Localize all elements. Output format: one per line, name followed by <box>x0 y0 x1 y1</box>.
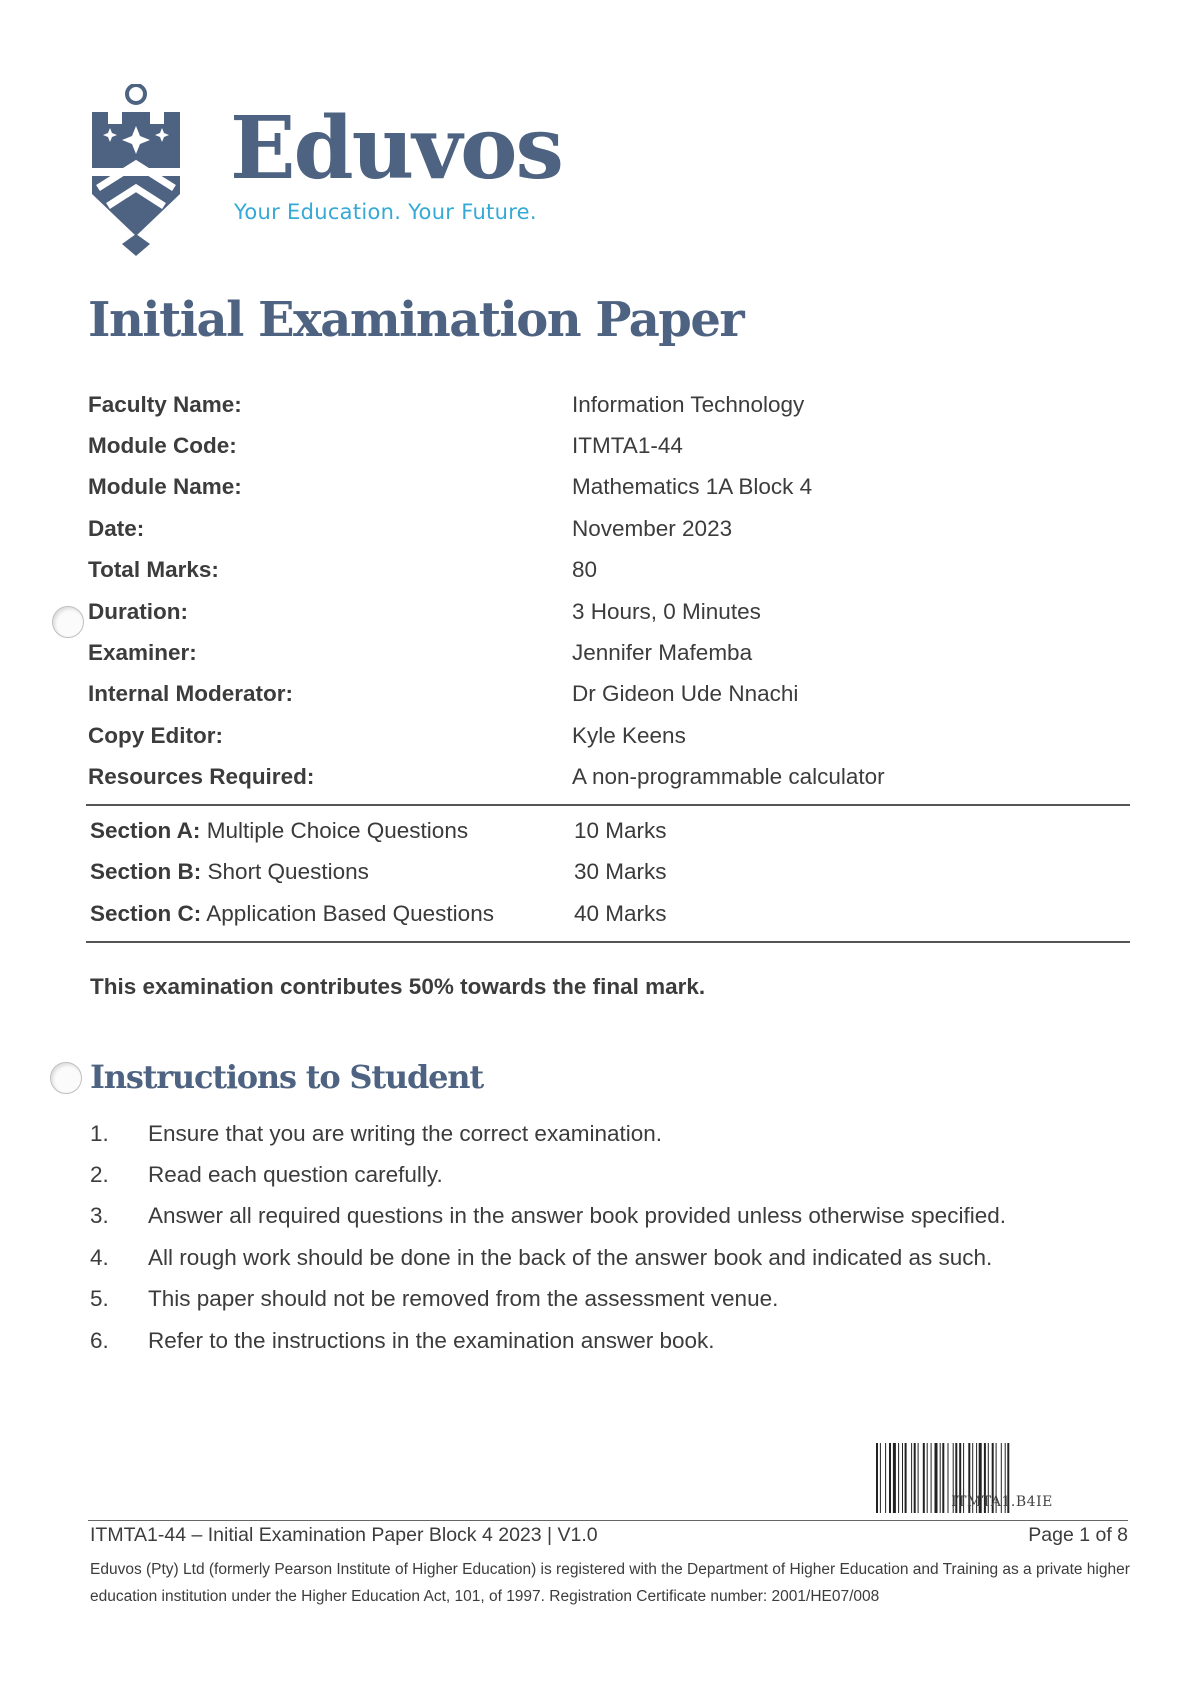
info-row-duration <box>88 591 1128 632</box>
list-item <box>90 1154 1150 1195</box>
shield-crest-icon <box>88 84 198 260</box>
footer-registration-note: Eduvos (Pty) Ltd (formerly Pearson Institute of Higher Education) is registered with the Department of Higher Education and Training as a private higher education institution under the Higher Education Act, 101, of 1997. Registration Certificate number: 2001/HE07/008 <box>90 1561 1130 1605</box>
section-marks-table <box>86 804 1130 943</box>
info-value: 3 Hours, 0 Minutes <box>572 598 761 624</box>
section-name <box>90 859 574 885</box>
section-row-b <box>86 852 1130 894</box>
list-item <box>90 1320 1150 1361</box>
info-label: Resources Required: <box>88 764 315 790</box>
instructions-list <box>90 1113 1150 1361</box>
info-row-moderator <box>88 674 1128 715</box>
page-title: Initial Examination Paper <box>88 292 744 348</box>
info-value: Jennifer Mafemba <box>572 640 753 666</box>
item-number: 4. <box>90 1244 109 1270</box>
info-label: Date: <box>88 515 145 541</box>
list-item <box>90 1237 1150 1278</box>
footer-document-id: ITMTA1-44 – Initial Examination Paper Block 4 2023 | V1.0 <box>90 1524 598 1546</box>
item-number: 5. <box>90 1286 109 1312</box>
section-label: Section B: <box>90 859 202 885</box>
item-text: Read each question carefully. <box>148 1162 443 1188</box>
info-label: Internal Moderator: <box>88 681 294 707</box>
contribution-note: This examination contributes 50% towards the final mark. <box>90 974 706 999</box>
info-row-examiner <box>88 632 1128 673</box>
footer-page-number: Page 1 of 8 <box>1028 1524 1128 1546</box>
item-text: This paper should not be removed from the assessment venue. <box>148 1286 779 1312</box>
info-row-resources <box>88 757 1128 798</box>
info-label: Module Name: <box>88 474 242 500</box>
info-value: Dr Gideon Ude Nnachi <box>572 681 799 707</box>
list-item <box>90 1113 1150 1154</box>
info-row-faculty <box>88 384 1128 425</box>
item-text: Refer to the instructions in the examination answer book. <box>148 1327 715 1353</box>
section-title: Short Questions <box>207 859 369 885</box>
info-label: Copy Editor: <box>88 722 223 748</box>
section-label: Section A: <box>90 817 201 843</box>
item-number: 1. <box>90 1120 109 1146</box>
info-row-copy-editor <box>88 715 1128 756</box>
item-number: 2. <box>90 1162 109 1188</box>
list-item <box>90 1279 1150 1320</box>
info-value: 80 <box>572 557 598 583</box>
exam-info-table <box>88 384 1128 798</box>
info-value: Mathematics 1A Block 4 <box>572 474 813 500</box>
section-marks: 10 Marks <box>574 817 667 843</box>
brand-tagline: Your Education. Your Future. <box>234 200 537 224</box>
item-number: 3. <box>90 1203 109 1229</box>
section-marks: 30 Marks <box>574 859 667 885</box>
info-value: A non-programmable calculator <box>572 764 885 790</box>
info-value: Information Technology <box>572 391 805 417</box>
section-title: Multiple Choice Questions <box>206 817 469 843</box>
info-value: ITMTA1-44 <box>572 433 683 459</box>
section-name <box>90 818 574 844</box>
info-row-module-name <box>88 467 1128 508</box>
item-number: 6. <box>90 1327 109 1353</box>
instructions-heading: Instructions to Student <box>90 1058 483 1096</box>
section-label: Section C: <box>90 900 202 926</box>
section-title: Application Based Questions <box>206 900 494 926</box>
info-label: Total Marks: <box>88 557 219 583</box>
punch-hole-icon <box>50 1062 82 1094</box>
info-label: Faculty Name: <box>88 391 242 417</box>
barcode-text: ITMTA1.B4IE <box>951 1494 1053 1510</box>
item-text: Answer all required questions in the answer book provided unless otherwise specified. <box>148 1203 1006 1229</box>
brand-name: Eduvos <box>230 98 562 199</box>
info-label: Examiner: <box>88 640 197 666</box>
eduvos-logo <box>88 84 608 264</box>
info-value: November 2023 <box>572 515 733 541</box>
info-label: Duration: <box>88 598 188 624</box>
footer-divider <box>88 1520 1128 1521</box>
info-value: Kyle Keens <box>572 722 686 748</box>
punch-hole-icon <box>52 606 84 638</box>
info-row-total-marks <box>88 550 1128 591</box>
info-row-module-code <box>88 425 1128 466</box>
section-row-c <box>86 893 1130 935</box>
item-text: Ensure that you are writing the correct examination. <box>148 1120 663 1146</box>
list-item <box>90 1196 1150 1237</box>
section-marks: 40 Marks <box>574 900 667 926</box>
section-row-a <box>86 810 1130 852</box>
info-row-date <box>88 508 1128 549</box>
info-label: Module Code: <box>88 433 237 459</box>
item-text: All rough work should be done in the back of the answer book and indicated as such. <box>148 1244 993 1270</box>
section-name <box>90 901 574 927</box>
